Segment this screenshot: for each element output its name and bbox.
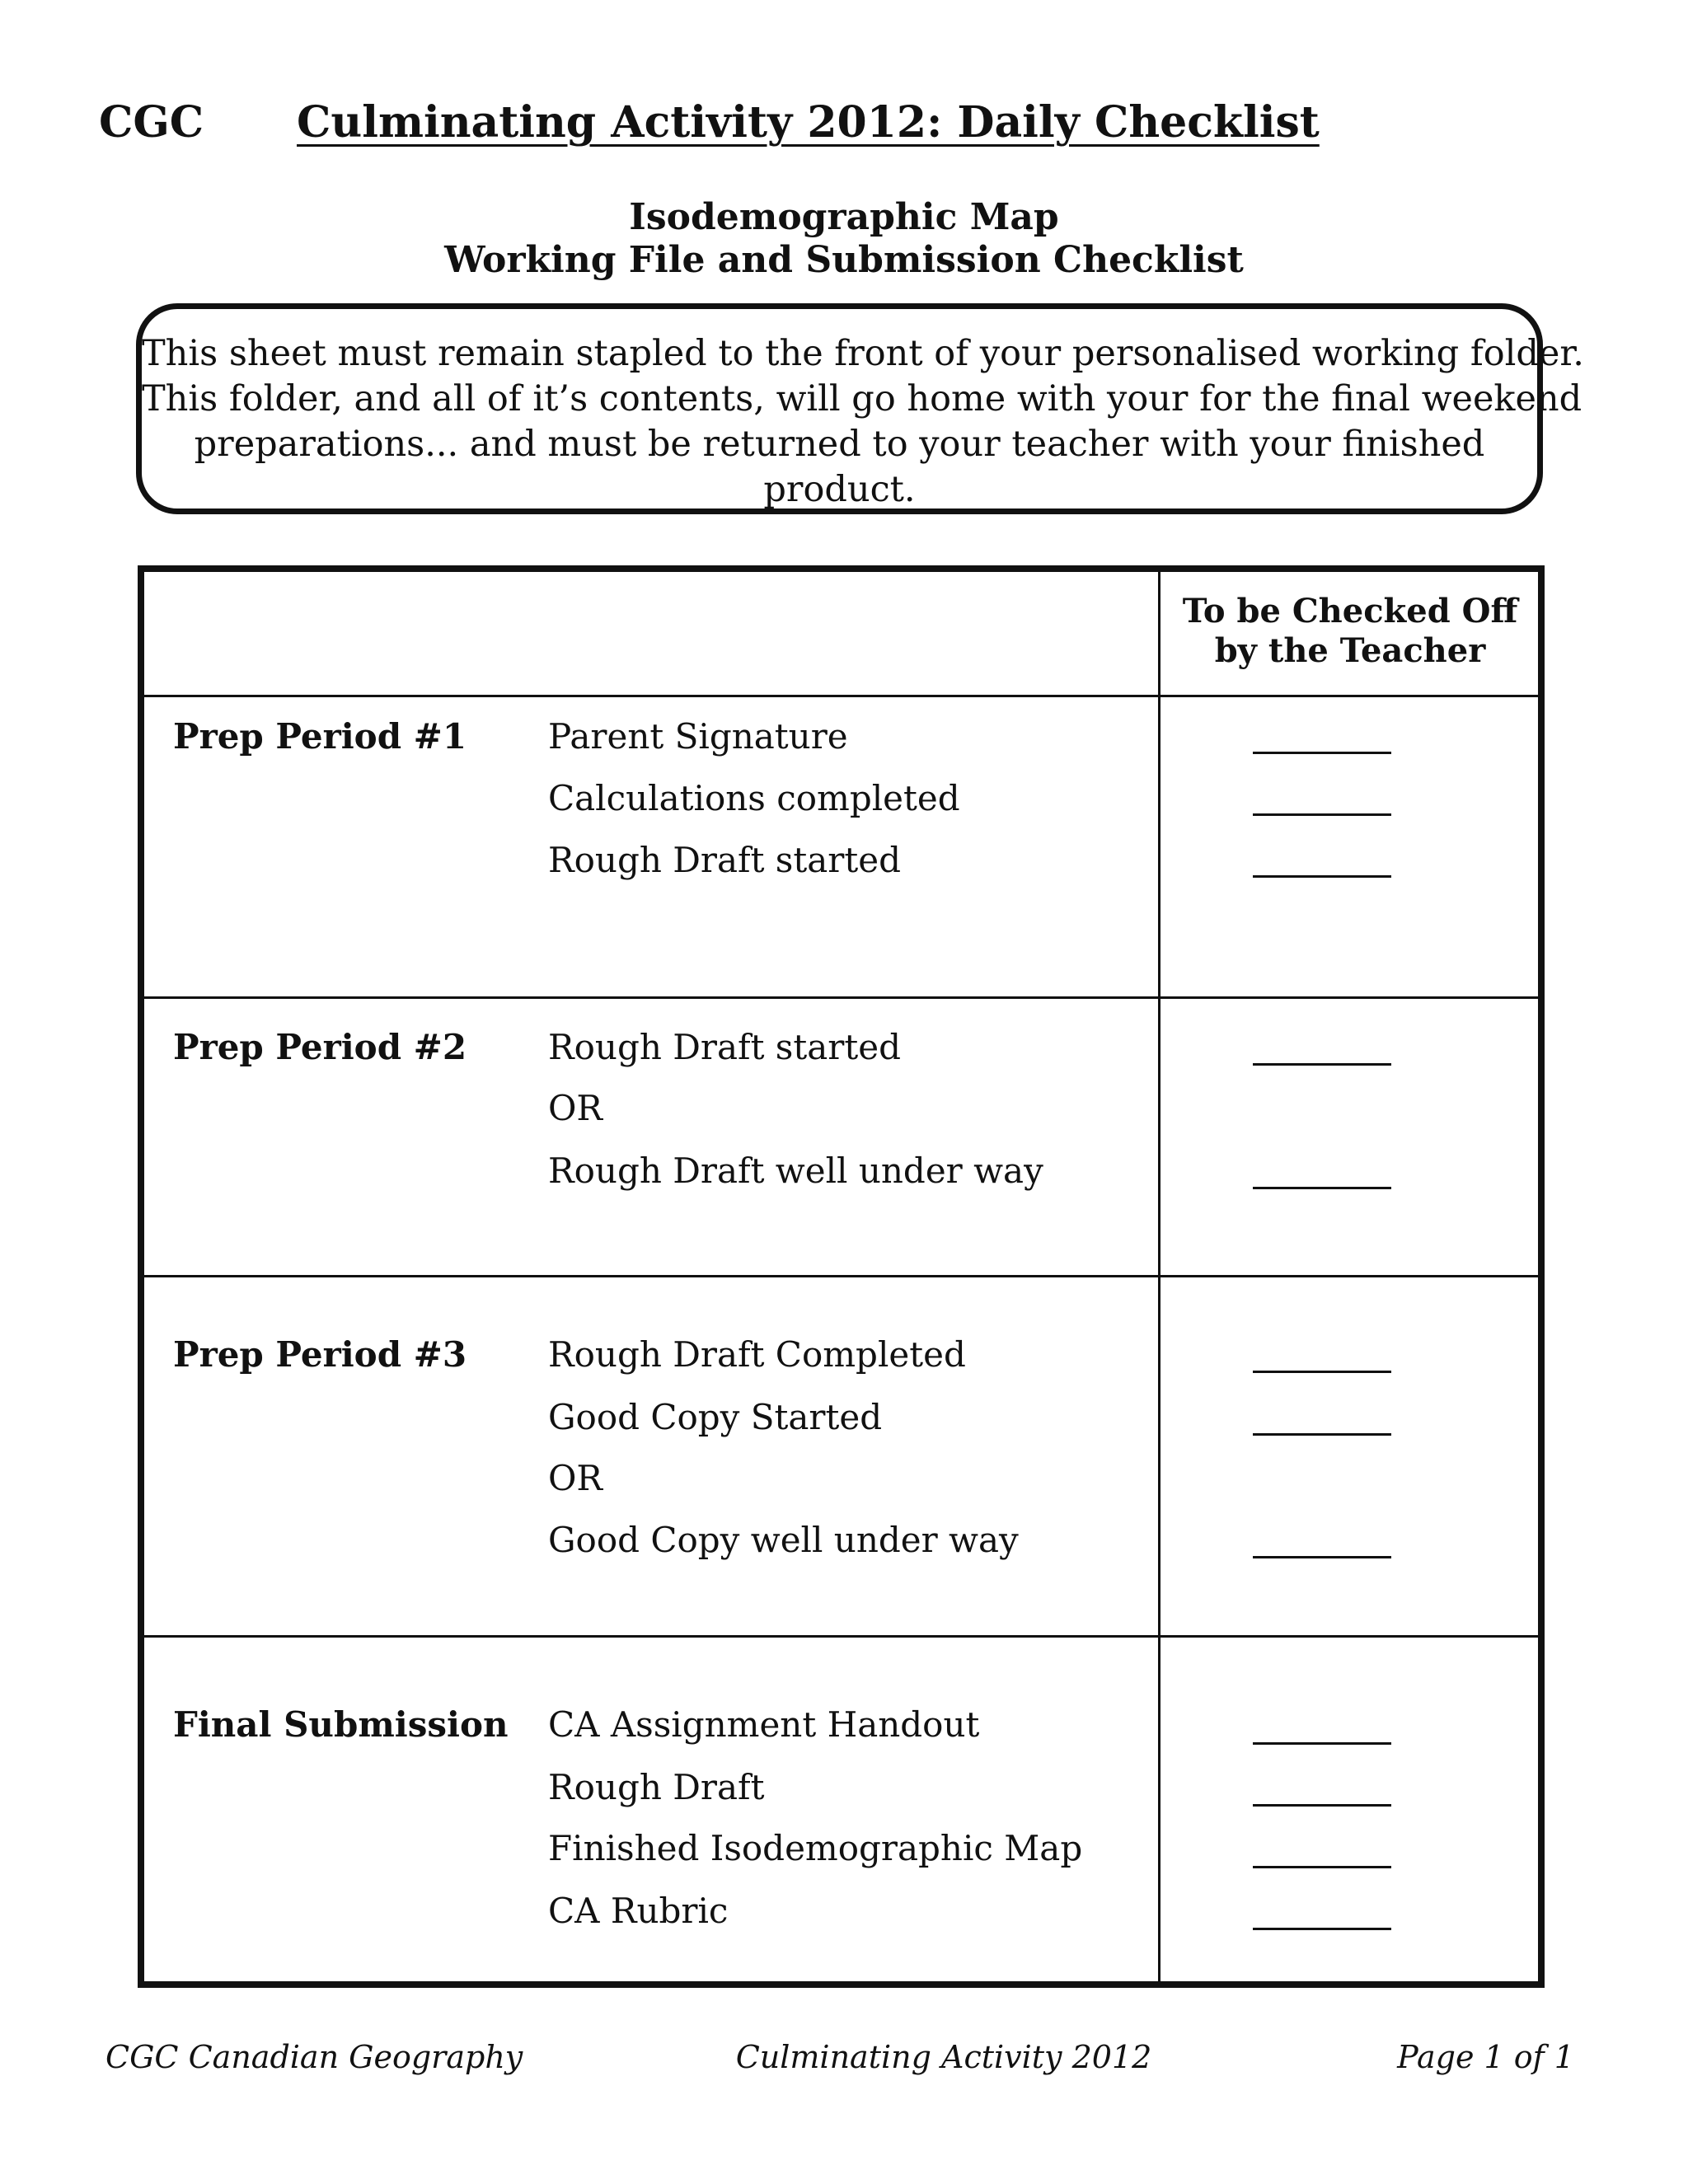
- check-off-line: [1253, 1742, 1391, 1745]
- check-off-line: [1253, 1556, 1391, 1558]
- check-off-line: [1253, 1866, 1391, 1868]
- check-off-line: [1253, 1063, 1391, 1066]
- check-off-line: [1253, 752, 1391, 754]
- row-divider: [144, 695, 1538, 697]
- section-label-prep-period-3: Prep Period #3: [173, 1334, 467, 1375]
- task-item: Good Copy well under way: [548, 1520, 1019, 1560]
- check-off-line: [1253, 1187, 1391, 1189]
- task-item: Rough Draft started: [548, 840, 901, 880]
- check-off-line: [1253, 1433, 1391, 1436]
- subtitle-line-2: Working File and Submission Checklist: [444, 239, 1244, 281]
- instructions-line: This folder, and all of it’s contents, will go home with your for the final weekend: [142, 378, 1582, 419]
- instructions-line: preparations... and must be returned to your teacher with your finished: [194, 424, 1485, 465]
- row-divider: [144, 1635, 1538, 1638]
- instructions-box: [136, 303, 1584, 514]
- subtitle-line-1: Isodemographic Map: [629, 196, 1059, 238]
- task-item: Rough Draft started: [548, 1027, 901, 1067]
- task-item: Finished Isodemographic Map: [548, 1828, 1083, 1868]
- task-item: Parent Signature: [548, 716, 848, 757]
- task-item: OR: [548, 1088, 603, 1128]
- check-off-line: [1253, 1804, 1391, 1807]
- instructions-line: product.: [763, 469, 916, 510]
- task-item: Rough Draft Completed: [548, 1334, 966, 1375]
- teacher-check-header: To be Checked Off by the Teacher: [1182, 592, 1518, 670]
- footer-page-number: Page 1 of 1: [1397, 2039, 1574, 2075]
- task-item: Calculations completed: [548, 778, 960, 818]
- task-item: OR: [548, 1458, 603, 1498]
- task-item: Good Copy Started: [548, 1397, 883, 1437]
- check-off-line: [1253, 813, 1391, 816]
- section-label-prep-period-2: Prep Period #2: [173, 1027, 467, 1067]
- task-item: CA Rubric: [548, 1891, 729, 1931]
- task-item: Rough Draft well under way: [548, 1151, 1043, 1191]
- instructions-line: This sheet must remain stapled to the front of your personalised working folder.: [142, 333, 1584, 374]
- task-item: Rough Draft: [548, 1767, 765, 1807]
- check-off-line: [1253, 1371, 1391, 1373]
- row-divider: [144, 1275, 1538, 1277]
- course-code: CGC: [99, 97, 204, 148]
- check-off-line: [1253, 1928, 1391, 1930]
- task-item: CA Assignment Handout: [548, 1704, 980, 1745]
- section-label-prep-period-1: Prep Period #1: [173, 716, 467, 757]
- section-label-final-submission: Final Submission: [173, 1704, 509, 1745]
- row-divider: [144, 996, 1538, 999]
- checklist-table: [138, 565, 1545, 1988]
- check-off-line: [1253, 875, 1391, 878]
- footer-course: CGC Canadian Geography: [106, 2039, 523, 2075]
- page-title: [99, 97, 1320, 148]
- footer-activity: Culminating Activity 2012: [735, 2039, 1152, 2075]
- title-text: Culminating Activity 2012: Daily Checklist: [297, 97, 1320, 148]
